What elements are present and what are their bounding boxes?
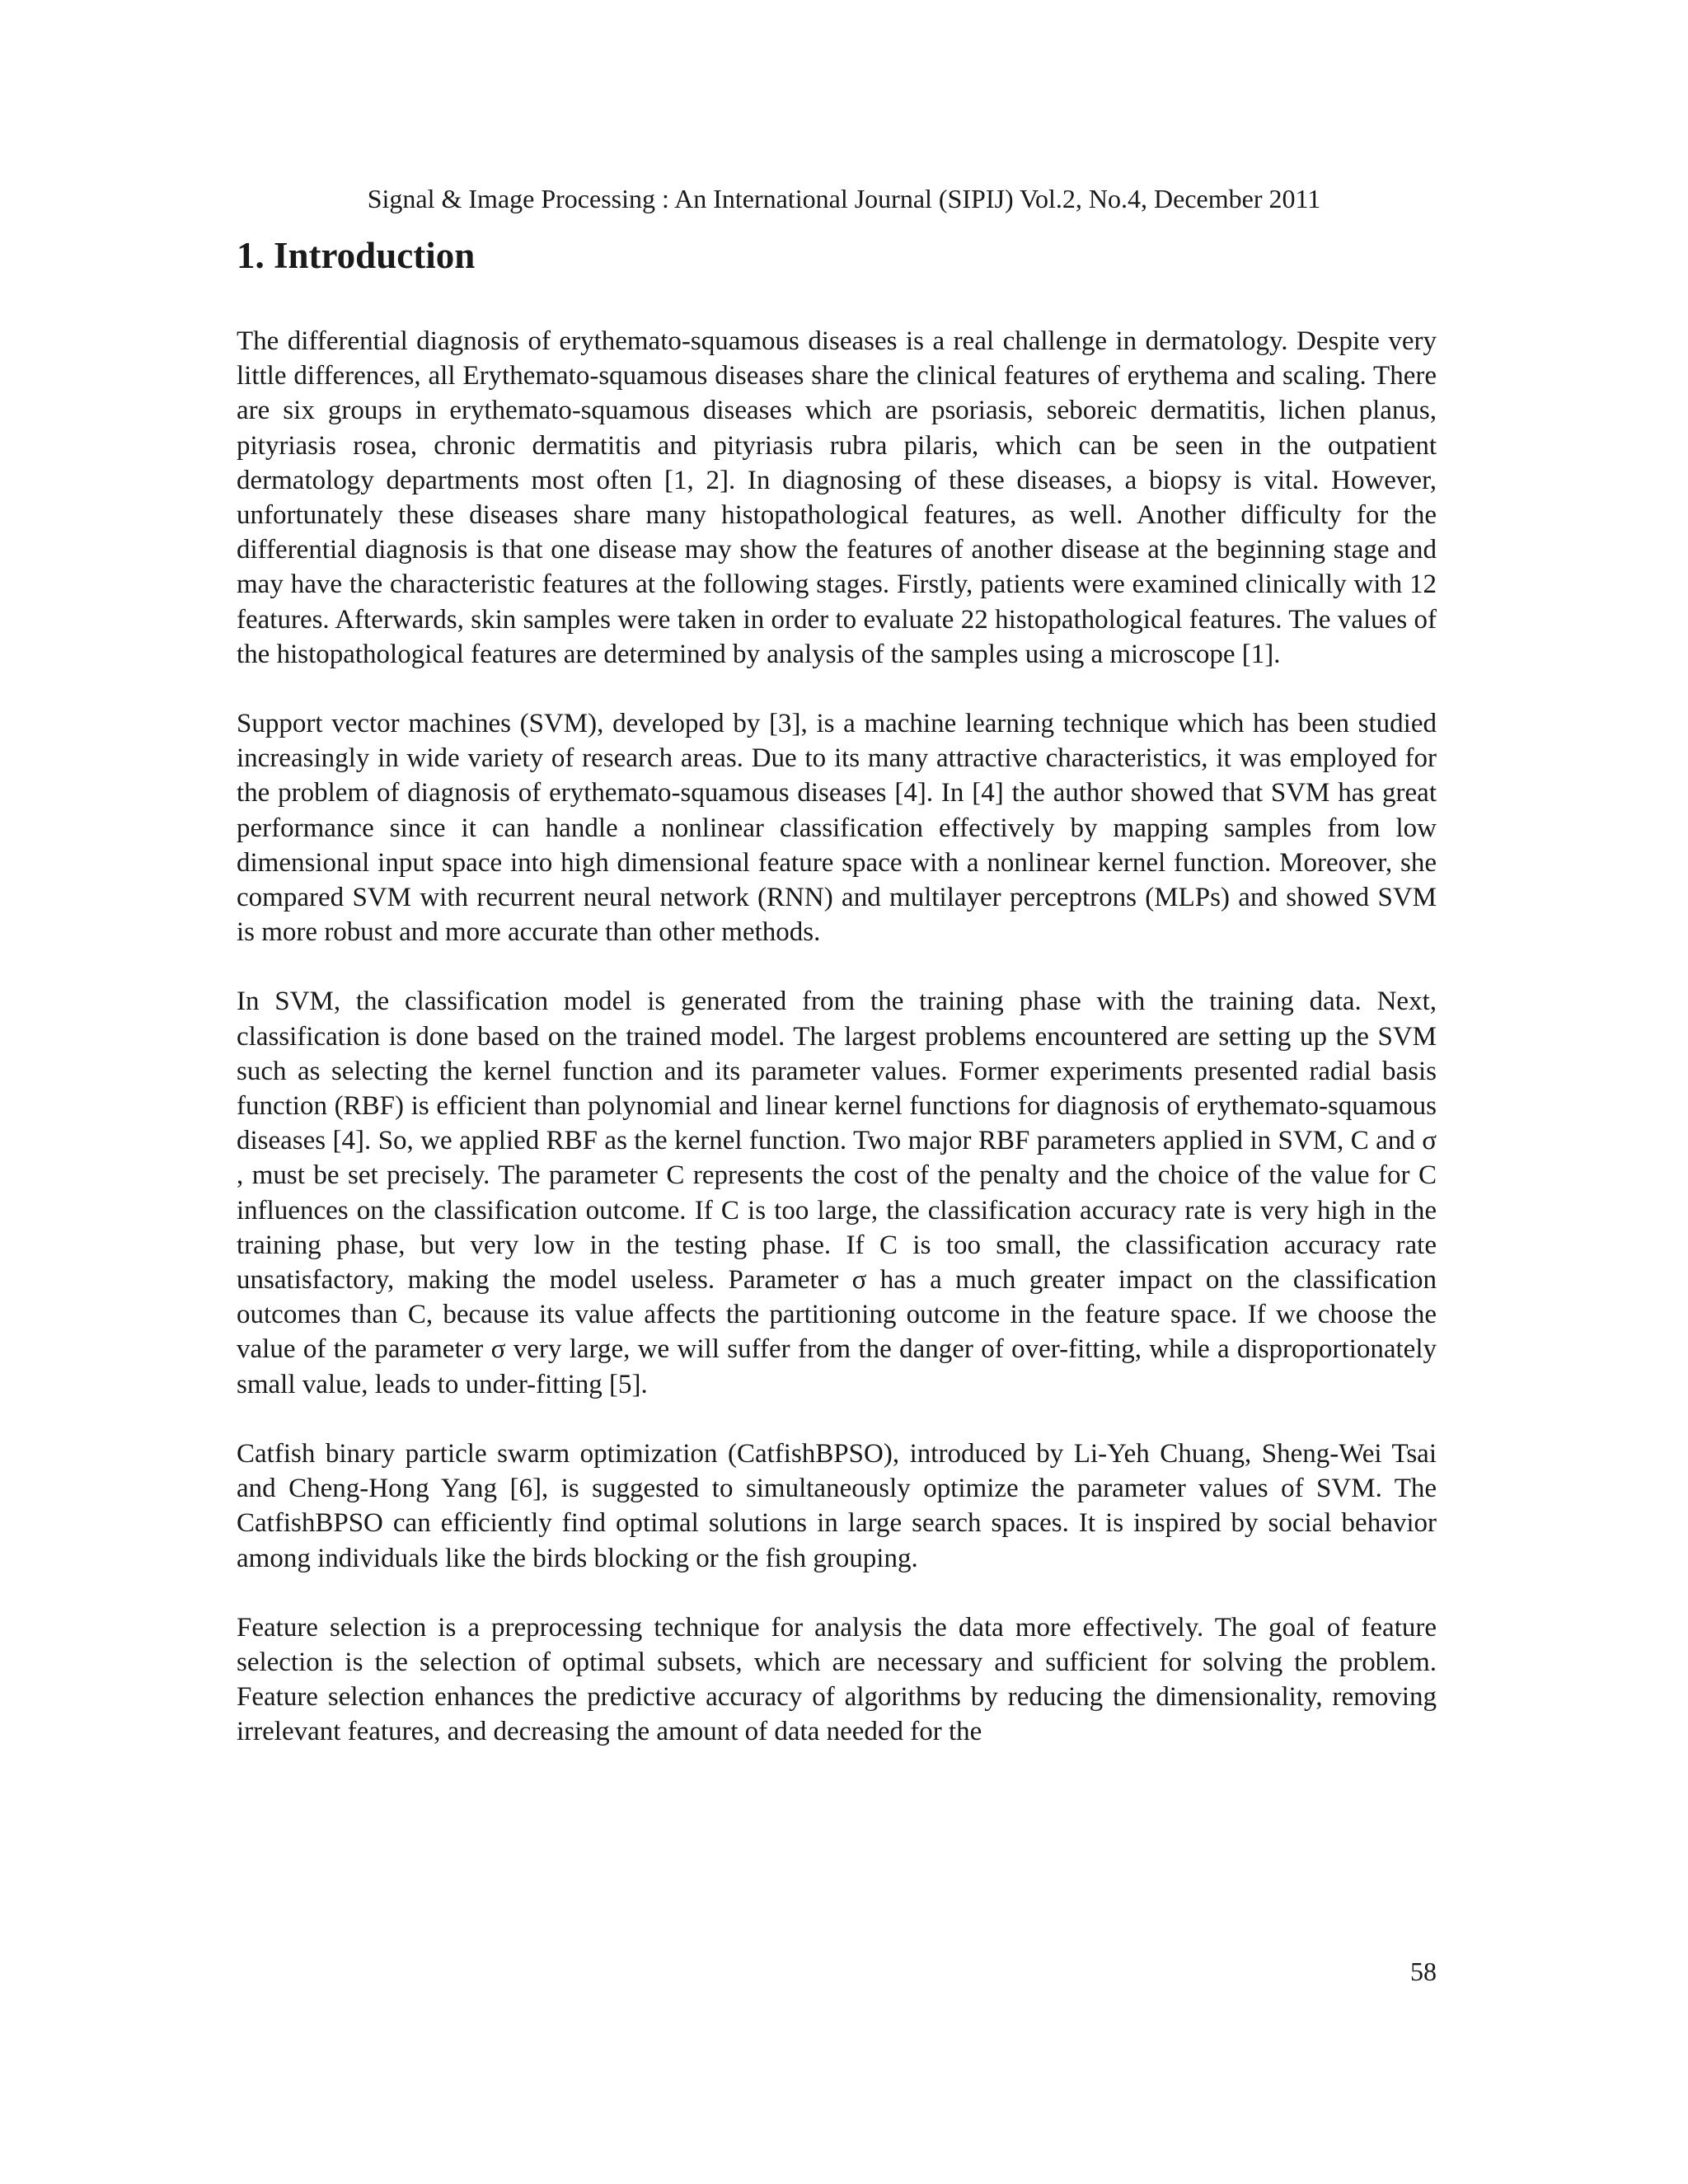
paragraph-svm: Support vector machines (SVM), developed by [3], is a machine learning technique which has been studied increasingly in wide variety of research areas. Due to its many attractive characteristics, it was employed for the problem of diagnosis of erythemato-squamous diseases [4]. In [4] the author showed that SVM has great performance since it can handle a nonlinear classification effectively by mapping samples from low dimensional input space into high dimensional feature space with a nonlinear kernel function. Moreover, she compared SVM with recurrent neural network (RNN) and multilayer perceptrons (MLPs) and showed SVM is more robust and more accurate than other methods. (237, 709, 1437, 948)
section-title: 1. Introduction (237, 235, 476, 276)
paragraph-catfishbpso: Catfish binary particle swarm optimization (CatfishBPSO), introduced by Li-Yeh Chuang, Sheng-Wei Tsai and Cheng-Hong Yang [6], is suggested to simultaneously optimize the parameter values of SVM. The CatfishBPSO can efficiently find optimal solutions in large search spaces. It is inspired by social behavior among individuals like the birds blocking or the fish grouping. (237, 1438, 1437, 1573)
paragraph-feature-selection: Feature selection is a preprocessing technique for analysis the data more effectively. The goal of feature selection is the selection of optimal subsets, which are necessary and sufficient for solving the problem. Feature selection enhances the predictive accuracy of algorithms by reducing the dimensionality, removing irrelevant features, and decreasing the amount of data needed for the (237, 1612, 1437, 1747)
body-text (237, 324, 1437, 1784)
page-number: 58 (1410, 1957, 1437, 1986)
paragraph-svm-parameters: In SVM, the classification model is generated from the training phase with the training data. Next, classification is done based on the trained model. The largest problems encountered are setting up the SVM such as selecting the kernel function and its parameter values. Former experiments presented radial basis function (RBF) is efficient than polynomial and linear kernel functions for diagnosis of erythemato-squamous diseases [4]. So, we applied RBF as the kernel function. Two major RBF parameters applied in SVM, C and σ , must be set precisely. The parameter C represents the cost of the penalty and the choice of the value for C influences on the classification outcome. If C is too large, the classification accuracy rate is very high in the training phase, but very low in the testing phase. If C is too small, the classification accuracy rate unsatisfactory, making the model useless. Parameter σ has a much greater impact on the classification outcomes than C, because its value affects the partitioning outcome in the feature space. If we choose the value of the parameter σ very large, we will suffer from the danger of over-fitting, while a disproportionately small value, leads to under-fitting [5]. (237, 987, 1437, 1399)
paragraph-erythemato-squamous: The differential diagnosis of erythemato-squamous diseases is a real challenge in dermatology. Despite very little differences, all Erythemato-squamous diseases share the clinical features of erythema and scaling. There are six groups in erythemato-squamous diseases which are psoriasis, seboreic dermatitis, lichen planus, pityriasis rosea, chronic dermatitis and pityriasis rubra pilaris, which can be seen in the outpatient dermatology departments most often [1, 2]. In diagnosing of these diseases, a biopsy is vital. However, unfortunately these diseases share many histopathological features, as well. Another difficulty for the differential diagnosis is that one disease may show the features of another disease at the beginning stage and may have the characteristic features at the following stages. Firstly, patients were examined clinically with 12 features. Afterwards, skin samples were taken in order to evaluate 22 histopathological features. The values of the histopathological features are determined by analysis of the samples using a microscope [1]. (237, 326, 1437, 669)
running-header: Signal & Image Processing : An International Journal (SIPIJ) Vol.2, No.4, December 2011 (367, 184, 1321, 213)
